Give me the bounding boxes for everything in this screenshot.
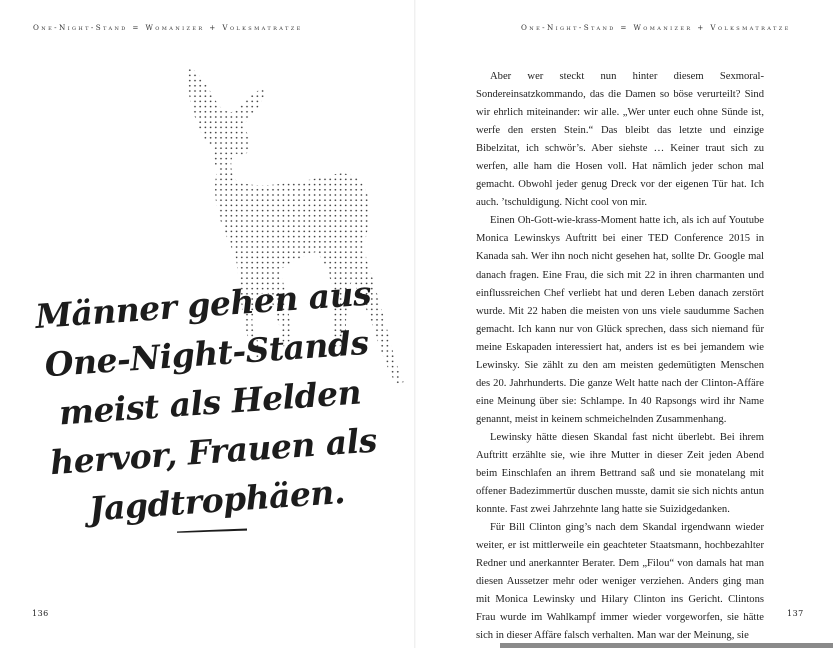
paragraph: Für Bill Clinton ging’s nach dem Skandal irgendwann wieder weiter, er ist mittlerweile ein geachteter Staatsmann, hochbezahlter Redner und anerkannter Berater. Dem „Filou“ von damals hat man diesen Aussetzer mehr oder weniger verziehen. Anders ging man mit Monica Lewinsky und Hilary Clinton ins Gericht. Clintons Frau wurde im Wahlkampf immer wieder vorgeworfen, sie hätte sich in dieser Affäre falsch verhalten. Man war der Meinung, sie — [476, 522, 764, 642]
paragraph: Einen Oh-Gott-wie-krass-Moment hatte ich, als ich auf Youtube Monica Lewinskys Auftritt bei einer TED Conference 2015 in Kanada sah. Wer ihn noch nicht gesehen hat, sollte Dr. Google mal danach fragen. Eine Frau, die sich mit 22 in ihren charmanten und einflussreichen Chef verliebt hat und deren Leben danach zerstört wurde. Mit 22 haben die meisten von uns viele saudumme Sachen gemacht. Ich kann nur von Glück sprechen, dass sich niemand für meine Eskapaden interessiert hat, anders ist es bei jemandem wie Lewinsky. Sie zählt zu den am meisten gedemütigten Menschen des 20. Jahrhunderts. Die ganze Welt hatte nach der Clinton-Affäre eine Meinung über sie: Schlampe. In 40 Rapsongs wird ihr Name genannt, meist in keinem schmeichelnden Zusammenhang. — [476, 215, 764, 425]
paragraph: Lewinsky hätte diesen Skandal fast nicht überlebt. Bei ihrem Auftritt erzählte sie, wie ihre Mutter in dieser Zeit jeden Abend beim Einschlafen an ihrem Bettrand saß und sie monatelang mit offener Badezimmertür duschen musste, damit sie sich nichts antun konnte. Fast zwei Jahrzehnte lang hatte sie Suizidgedanken. — [476, 431, 764, 516]
quote-line: hervor, Frauen als — [48, 420, 378, 483]
right-page — [416, 0, 833, 648]
body-text — [476, 68, 764, 646]
pull-quote — [32, 268, 388, 536]
quote-line: Jagdtrophäen. — [87, 471, 346, 529]
page-edge-shadow — [500, 643, 833, 648]
decorative-rule — [176, 527, 248, 533]
page-number-right: 137 — [787, 609, 804, 618]
paragraph: Aber wer steckt nun hinter diesem Sexmoral-Sondereinsatzkommando, das die Damen so böse verurteilt? Sind wir ehrlich miteinander: wir alle. „Wer unter euch ohne Sünde ist, werfe den ersten Stein.“ Das bleibt das letzte und einzige Bibelzitat, ich schwör’s. Aber siehste … Keiner traut sich zu werfen, alle ham die Hosen voll. Hat nämlich jeder schon mal gemacht. Obwohl jeder genug Dreck vor der eigenen Tür hat. Ich auch. ’tschuldigung. Nicht cool von mir. — [476, 71, 764, 209]
quote-line: Männer gehen aus — [34, 273, 373, 336]
quote-line: meist als Helden — [57, 372, 363, 433]
running-head-left: One-Night-Stand = Womanizer + Volksmatratze — [33, 23, 303, 32]
running-head-right: One-Night-Stand = Womanizer + Volksmatratze — [521, 23, 791, 32]
page-number-left: 136 — [32, 609, 49, 618]
quote-line: One-Night-Stands — [43, 322, 370, 385]
left-page — [0, 0, 416, 648]
